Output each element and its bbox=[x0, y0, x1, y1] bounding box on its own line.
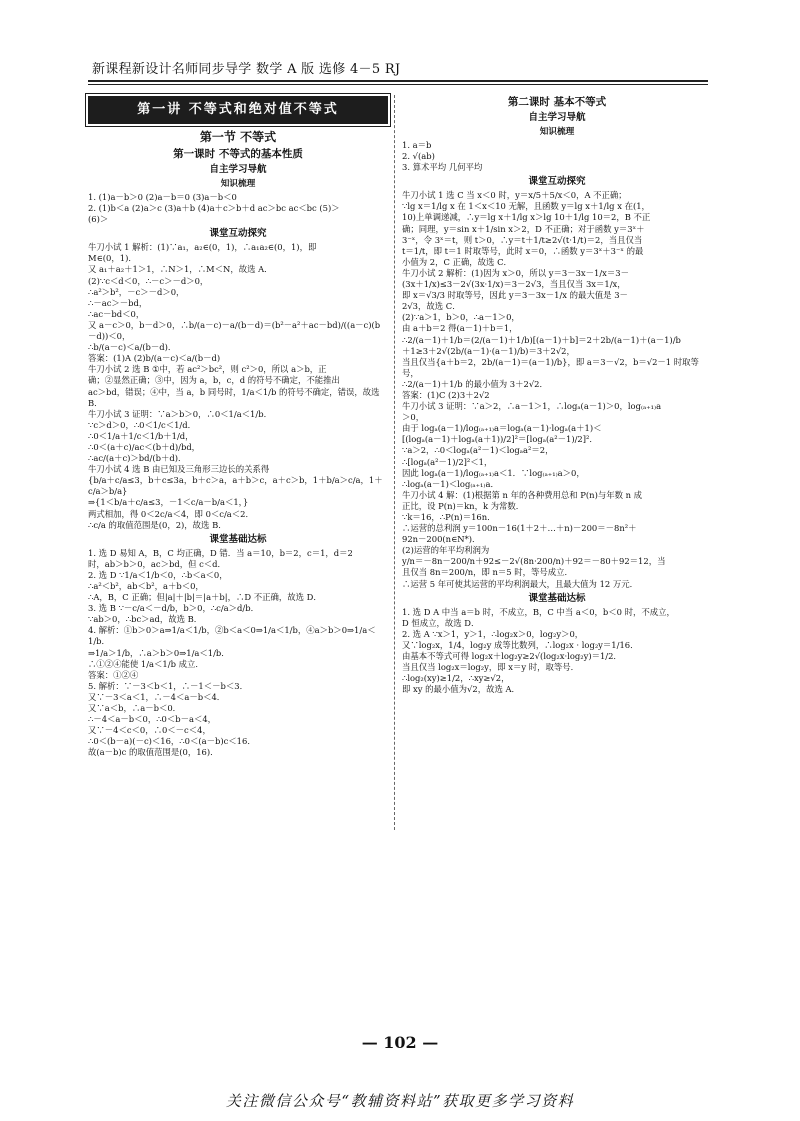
text-line: ∵a＞2，∴0＜logₐ(a²－1)＜logₐa²＝2， bbox=[402, 445, 554, 456]
text-line: ∴－4＜a－b＜0，∴0＜b－a＜4， bbox=[88, 714, 217, 725]
text-line: 答案：(1)C (2)3＋2√2 bbox=[402, 389, 490, 400]
text-line: 牛刀小试 4 解：(1)根据第 n 年的各种费用总和 P(n)与年数 n 成 bbox=[402, 489, 643, 500]
text-line: 2. 选 A ∵x＞1，y＞1，∴log₂x＞0，log₂y＞0， bbox=[402, 628, 584, 639]
right-column bbox=[402, 94, 712, 695]
text-line: ∵lg x＝1/lg x 在 1＜x＜10 无解，且函数 y＝lg x＋1/lg x 在(1， bbox=[402, 201, 650, 212]
text-line: ∴ac/(a＋c)＞bd/(b＋d)． bbox=[88, 453, 187, 464]
text-line: (3x＋1/x)≤3－2√(3x·1/x)＝3－2√3，当且仅当 3x＝1/x， bbox=[402, 279, 626, 290]
text-line: 由基本不等式可得 log₂x＋log₂y≥2√(log₂x·log₂y)＝1/2． bbox=[402, 651, 622, 662]
text-line: 2√3，故选 C． bbox=[402, 301, 461, 312]
text-line: y/n＝－8n－200/n＋92≤－2√(8n·200/n)＋92＝－80＋92＝12，当 bbox=[402, 556, 666, 567]
text-line: 且仅当 8n＝200/n，即 n＝5 时，等号成立． bbox=[402, 567, 573, 578]
text-line: 2. (1)b＜a (2)a＞c (3)a＋b (4)a＋c＞b＋d ac＞bc ac＜bc (5)＞ bbox=[88, 203, 340, 214]
text-line: 牛刀小试 1 解析：(1)∵a₁，a₂∈(0，1)，∴a₁a₂∈(0，1)，即 bbox=[88, 242, 317, 253]
text-line: [(logₐ(a－1)＋logₐ(a＋1))/2]²＝[logₐ(a²－1)/2]²． bbox=[402, 434, 598, 445]
text-line: ∴①②④能使 1/a＜1/b 成立． bbox=[88, 658, 204, 669]
explore-heading-2: 课堂互动探究 bbox=[528, 176, 586, 188]
text-line: 由于 logₐ(a－1)/log₍ₐ₊₁₎a＝logₐ(a－1)·logₐ(a＋1)＜ bbox=[402, 423, 602, 434]
text-line: ∴－ac＞－bd， bbox=[88, 297, 148, 308]
text-line: ＞0， bbox=[402, 412, 425, 423]
text-line: 3. 选 B ∵－c/a＜－d/b，b＞0，∴c/a＞d/b． bbox=[88, 603, 259, 614]
text-line: (2)运营的年平均利润为 bbox=[402, 545, 490, 556]
text-line: 2. 选 D ∵1/a＜1/b＜0，∴b＜a＜0， bbox=[88, 569, 228, 580]
text-line: ∴0＜(b－a)(－c)＜16，∴0＜(a－b)c＜16． bbox=[88, 736, 256, 747]
text-line: ∴2/(a－1)＋1/b 的最小值为 3＋2√2． bbox=[402, 378, 548, 389]
basics-heading-2: 课堂基础达标 bbox=[528, 592, 586, 604]
text-line: 1. 选 D A 中当 a＝b 时，不成立，B，C 中当 a＜0，b＜0 时，不成立， bbox=[402, 606, 675, 617]
running-header: 新课程新设计名师同步导学 数学 A 版 选修 4－5 RJ bbox=[92, 62, 401, 77]
text-line: 牛刀小试 3 证明：∵a＞2，∴a－1＞1，∴logₐ(a－1)＞0，log₍ₐ₊₁₎a bbox=[402, 401, 662, 412]
header-rule bbox=[88, 80, 708, 82]
text-line: 故(a－b)c 的取值范围是(0，16)． bbox=[88, 747, 219, 758]
text-line: 4. 解析：①b＞0＞a⇒1/a＜1/b，②b＜a＜0⇒1/a＜1/b，④a＞b＞0⇒1/a＜1/b． bbox=[88, 625, 376, 647]
text-line: 又∵－3＜a＜1，∴－4＜a－b＜4． bbox=[88, 691, 226, 702]
text-line: 即 x＝√3/3 时取等号，因此 y＝3－3x－1/x 的最大值是 3－ bbox=[402, 290, 628, 301]
text-line: 当且仅当 log₂x＝log₂y，即 x＝y 时，取等号． bbox=[402, 662, 580, 673]
knowledge-list-2 bbox=[402, 140, 712, 173]
text-line: D 恒成立，故选 D． bbox=[402, 617, 480, 628]
text-line: ∴0＜1/a＋1/c＜1/b＋1/d， bbox=[88, 430, 194, 441]
text-line: M∈(0，1)． bbox=[88, 253, 137, 264]
text-line: 又∵a＜b，∴a－b＜0． bbox=[88, 703, 182, 714]
chapter-banner: 第一讲 不等式和绝对值不等式 bbox=[88, 96, 388, 124]
text-line: ⇒1/a＞1/b，∴a＞b＞0⇒1/a＜1/b． bbox=[88, 647, 230, 658]
text-line: 92n－200(n∈N*)． bbox=[402, 534, 481, 545]
text-line: 1. a＝b bbox=[402, 140, 432, 150]
text-line: 3. 算术平均 几何平均 bbox=[402, 162, 483, 173]
text-line: t＝1/t，即 t＝1 时取等号，此时 x＝0，∴函数 y＝3ˣ＋3⁻ˣ 的最 bbox=[402, 245, 644, 256]
text-line: ∴A，B，C 正确；但|a|＋|b|＝|a＋b|，∴D 不正确，故选 D． bbox=[88, 592, 322, 603]
header-rule-thin bbox=[88, 84, 708, 85]
text-line: 又 a₁＋a₂＋1＞1，∴N＞1，∴M＜N，故选 A． bbox=[88, 264, 273, 275]
text-line: 又 a－c＞0，b－d＞0，∴b/(a－c)－a/(b－d)＝(b²－a²＋ac－bd)/((a－c)(b－d))＜0， bbox=[88, 319, 381, 342]
text-line: 牛刀小试 2 解析：(1)因为 x＞0，所以 y＝3－3x－1/x＝3－ bbox=[402, 267, 629, 278]
knowledge-heading-2: 知识梳理 bbox=[539, 127, 575, 137]
text-line: ∴2/(a－1)＋1/b＝(2/(a－1)＋1/b)[(a－1)＋b]＝2＋2b/(a－1)＋(a－1)/b bbox=[402, 334, 681, 345]
text-line: ∴a²＜b²，ab＜b²，a＋b＜0， bbox=[88, 581, 204, 591]
text-line: 时，ab＞b＞0，ac＞bd，但 c＜d． bbox=[88, 558, 226, 569]
text-line: 确；同理，y＝sin x＋1/sin x＞2，D 不正确；对于函数 y＝3ˣ＋ bbox=[402, 223, 645, 234]
text-line: ∴0＜(a＋c)/ac＜(b＋d)/bd， bbox=[88, 441, 201, 452]
text-line: ⇒{1＜b/a＋c/a≤3，－1＜c/a－b/a＜1，} bbox=[88, 497, 249, 508]
text-line: 正比，设 P(n)＝kn，k 为常数． bbox=[402, 500, 525, 511]
guide-heading-2: 自主学习导航 bbox=[528, 112, 586, 123]
text-line: 又∵log₂x，1/4，log₂y 成等比数列，∴log₂x · log₂y＝1/16． bbox=[402, 639, 639, 650]
text-line: 确；②显然正确；③中，因为 a，b，c，d 的符号不确定，不能推出 bbox=[88, 375, 340, 386]
basics-heading: 课堂基础达标 bbox=[209, 533, 267, 545]
text-line: 2. √(ab) bbox=[402, 151, 435, 162]
explore-list bbox=[88, 242, 388, 530]
text-line: 5. 解析：∵－3＜b＜1，∴－1＜－b＜3． bbox=[88, 680, 248, 691]
text-line: ∴a²＞b²，－c＞－d＞0， bbox=[88, 286, 185, 297]
text-line: ∴b/(a－c)＜a/(b－d)． bbox=[88, 342, 177, 353]
text-line: 答案：①②④ bbox=[88, 669, 139, 680]
text-line: ∵c＞d＞0，∴0＜1/c＜1/d． bbox=[88, 419, 196, 430]
text-line: 牛刀小试 2 选 B ①中，若 ac²＞bc²，则 c²＞0，所以 a＞b，正 bbox=[88, 364, 327, 375]
text-line: 当且仅当{a＋b＝2，2b/(a－1)＝(a－1)/b}，即 a＝3－√2，b＝√2－1 时取等号， bbox=[402, 356, 699, 378]
text-line: 1. 选 D 易知 A，B，C 均正确，D 错．当 a＝10，b＝2，c＝1，d＝2 bbox=[88, 547, 353, 558]
text-line: 牛刀小试 3 证明：∵a＞b＞0，∴0＜1/a＜1/b． bbox=[88, 408, 272, 419]
text-line: 3⁻ˣ，令 3ˣ＝t，则 t＞0，∴y＝t＋1/t≥2√(t·1/t)＝2，当且仅当 bbox=[402, 234, 643, 245]
lesson-title-2: 第二课时 基本不等式 bbox=[507, 96, 607, 108]
explore-heading: 课堂互动探究 bbox=[209, 228, 267, 240]
text-line: 小值为 2，C 正确，故选 C． bbox=[402, 256, 512, 267]
page-number: — 102 — bbox=[361, 1033, 439, 1052]
knowledge-list bbox=[88, 192, 388, 225]
text-line: ∵ab＞0，∴bc＞ad，故选 B． bbox=[88, 614, 203, 625]
text-line: ∴运营的总利润 y＝100n－16(1＋2＋…＋n)－200＝－8n²＋ bbox=[402, 523, 637, 534]
text-line: 牛刀小试 4 选 B 由已知及三角形三边长的关系得 bbox=[88, 464, 270, 475]
text-line: ac＞bd，错误；④中，当 a，b 同号时，1/a＜1/b 的符号不确定，错误，故选 B． bbox=[88, 386, 380, 408]
text-line: ∴log₂(xy)≥1/2，∴xy≥√2， bbox=[402, 673, 510, 684]
text-line: 10)上单调递减，∴y＝lg x＋1/lg x＞lg 10＋1/lg 10＝2，B 不正 bbox=[402, 212, 651, 223]
text-line: 答案：(1)A (2)b/(a－c)＜a/(b－d) bbox=[88, 353, 221, 364]
basics-list-2 bbox=[402, 607, 712, 696]
text-line: ∵k＝16，∴P(n)＝16n． bbox=[402, 512, 496, 522]
text-line: 两式相加，得 0＜2c/a＜4，即 0＜c/a＜2． bbox=[88, 508, 254, 519]
text-line: (6)＞ bbox=[88, 214, 109, 225]
text-line: 牛刀小试 1 选 C 当 x＜0 时，y＝x/5＋5/x＜0，A 不正确； bbox=[402, 190, 627, 201]
text-line: 又∵－4＜c＜0，∴0＜－c＜4， bbox=[88, 725, 211, 736]
text-line: ∴c/a 的取值范围是(0，2)，故选 B． bbox=[88, 519, 227, 530]
explore-list-2 bbox=[402, 190, 712, 589]
text-line: (2)∵a＞1，b＞0，∴a－1＞0， bbox=[402, 312, 520, 323]
basics-list bbox=[88, 548, 388, 759]
text-line: ＋1≥3＋2√(2b/(a－1)·(a－1)/b)＝3＋2√2， bbox=[402, 345, 575, 356]
text-line: 因此 logₐ(a－1)/log₍ₐ₊₁₎a＜1．∵log₍ₐ₊₁₎a＞0， bbox=[402, 467, 585, 478]
text-line: 由 a＋b＝2 得(a－1)＋b＝1， bbox=[402, 323, 518, 334]
knowledge-heading: 知识梳理 bbox=[220, 179, 256, 189]
left-column bbox=[88, 94, 388, 759]
lesson-title: 第一课时 不等式的基本性质 bbox=[173, 148, 303, 160]
text-line: ∴运营 5 年可使其运营的平均利润最大，且最大值为 12 万元． bbox=[402, 578, 639, 589]
text-line: ∴ac－bd＜0， bbox=[88, 308, 145, 319]
guide-heading: 自主学习导航 bbox=[209, 164, 267, 175]
text-line: {b/a＋c/a≤3，b＋c≤3a，b＋c＞a，a＋b＞c，a＋c＞b，1＋b/a＞c/a，1＋c/a＞b/a} bbox=[88, 475, 383, 497]
column-divider bbox=[394, 95, 395, 830]
text-line: 1. (1)a－b＞0 (2)a－b＝0 (3)a－b＜0 bbox=[88, 192, 237, 202]
text-line: ∴[logₐ(a²－1)/2]²＜1， bbox=[402, 456, 493, 467]
footer-note: 关注微信公众号“教辅资料站”获取更多学习资料 bbox=[225, 1092, 575, 1110]
text-line: (2)∵c＜d＜0，∴－c＞－d＞0， bbox=[88, 275, 209, 286]
text-line: ∴logₐ(a－1)＜log₍ₐ₊₁₎a． bbox=[402, 478, 499, 489]
text-line: 即 xy 的最小值为√2，故选 A． bbox=[402, 684, 520, 695]
section-title: 第一节 不等式 bbox=[199, 130, 277, 144]
